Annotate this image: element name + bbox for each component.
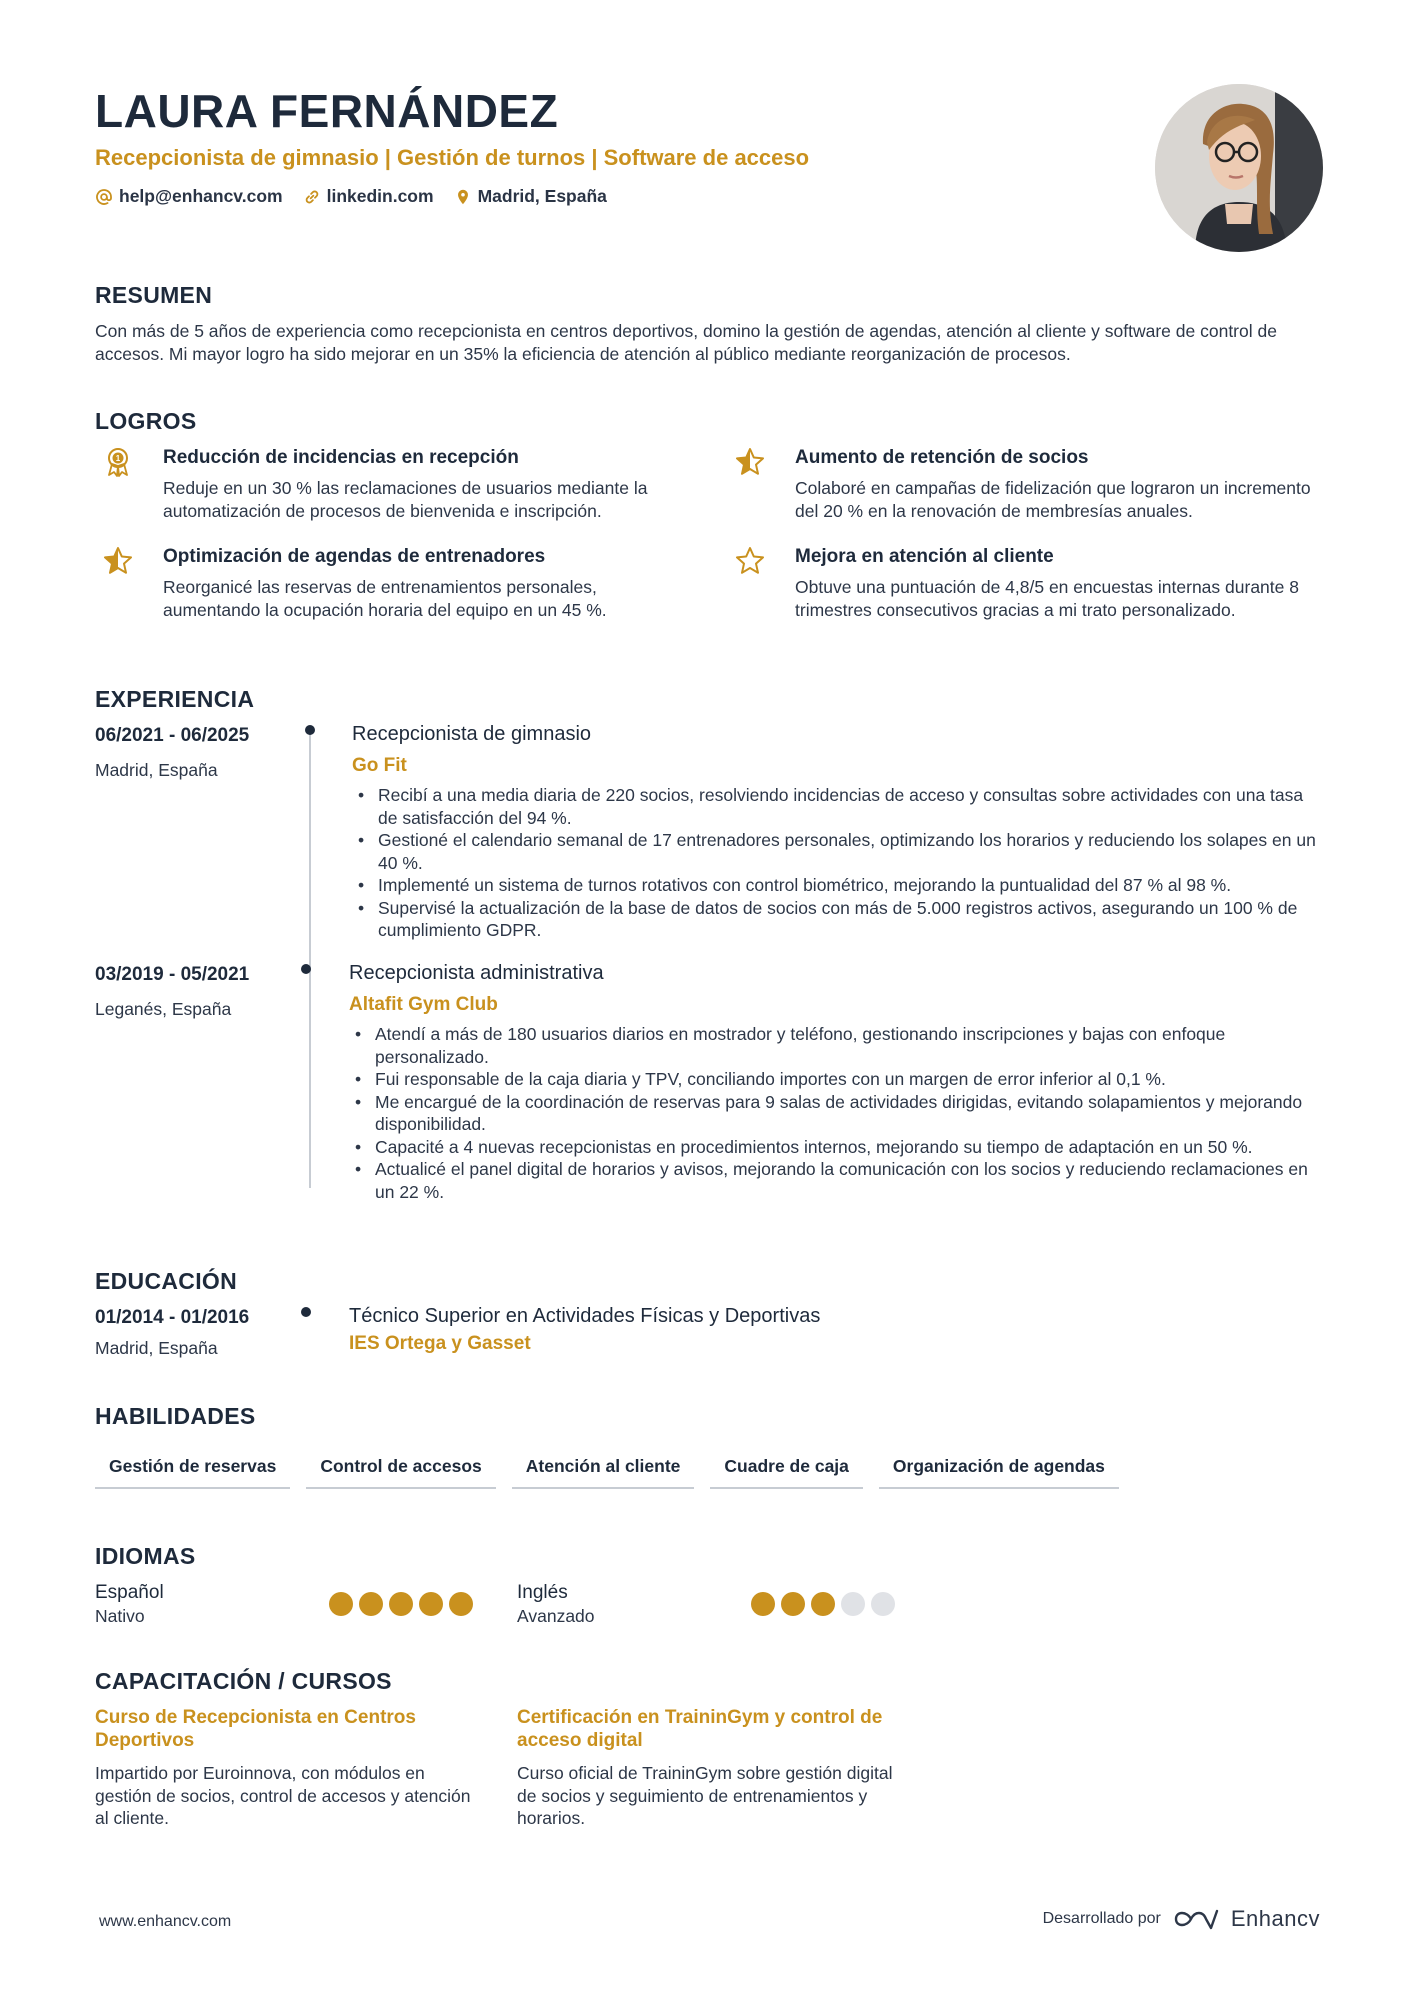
skill-tag: Atención al cliente xyxy=(512,1448,695,1489)
rating-dot-filled xyxy=(329,1592,353,1616)
achievement-description: Obtuve una puntuación de 4,8/5 en encuestas internas durante 8 trimestres consecutivos gracias a mi trato personalizado. xyxy=(795,577,1299,620)
education-heading: EDUCACIÓN xyxy=(95,1268,237,1294)
language-rating xyxy=(329,1592,473,1616)
job-title: Recepcionista de gimnasio xyxy=(352,723,592,745)
contact-location xyxy=(454,186,607,207)
location-pin-icon xyxy=(454,188,472,206)
job-location: Leganés, España xyxy=(95,999,232,1019)
summary-text: Con más de 5 años de experiencia como recepcionista en centros deportivos, domino la gestión de agendas, atención al cliente y software de control de accesos. Mi mayor logro ha sido mejorar en un 35% la eficiencia de atención al público mediante reorganización de procesos. xyxy=(95,321,1277,364)
achievement-title: Aumento de retención de socios xyxy=(795,447,1089,468)
job-company: Altafit Gym Club xyxy=(349,994,498,1015)
rating-dot-filled xyxy=(449,1592,473,1616)
skill-tag: Organización de agendas xyxy=(879,1448,1119,1489)
language-name: Inglés xyxy=(517,1582,568,1603)
achievement-title: Mejora en atención al cliente xyxy=(795,546,1054,567)
achievements-heading: LOGROS xyxy=(95,408,197,434)
skill-tag: Gestión de reservas xyxy=(95,1448,290,1489)
profile-photo xyxy=(1155,84,1323,252)
timeline-line xyxy=(309,730,311,1188)
list-item: • Recibí a una media diaria de 220 socios, resolviendo incidencias de acceso y consultas sobre actividades con una tasa de satisfacción del 94 %. xyxy=(352,784,1327,829)
course-description: Impartido por Euroinnova, con módulos en gestión de socios, control de accesos y atención al cliente. xyxy=(95,1763,471,1828)
list-item: • Fui responsable de la caja diaria y TPV, conciliando importes con un margen de error inferior al 0,1 %. xyxy=(349,1068,1324,1091)
rating-dot-empty xyxy=(871,1592,895,1616)
achievement-description: Reorganicé las reservas de entrenamientos personales, aumentando la ocupación horaria del equipo en un 45 %. xyxy=(163,577,607,620)
achievement-title: Optimización de agendas de entrenadores xyxy=(163,546,546,567)
skill-tag: Cuadre de caja xyxy=(710,1448,863,1489)
language-name: Español xyxy=(95,1582,164,1603)
timeline-dot xyxy=(301,1307,311,1317)
job-dates: 03/2019 - 05/2021 xyxy=(95,964,250,985)
linkedin-text: linkedin.com xyxy=(326,186,434,206)
summary-heading: RESUMEN xyxy=(95,282,213,308)
list-item: • Gestioné el calendario semanal de 17 entrenadores personales, optimizando los horarios y reduciendo los solapes en un 40 %. xyxy=(352,829,1327,874)
education-dates: 01/2014 - 01/2016 xyxy=(95,1307,250,1328)
job-title: Recepcionista administrativa xyxy=(349,962,604,984)
email-text: help@enhancv.com xyxy=(119,186,283,206)
candidate-name: LAURA FERNÁNDEZ xyxy=(95,85,559,137)
list-item: • Supervisé la actualización de la base de datos de socios con más de 5.000 registros activos, asegurando un 100 % de cumplimiento GDPR. xyxy=(352,897,1327,942)
rating-dot-filled xyxy=(359,1592,383,1616)
skills-list xyxy=(95,1448,1119,1489)
achievement-description: Reduje en un 30 % las reclamaciones de usuarios mediante la automatización de procesos de bienvenida e inscripción. xyxy=(163,478,648,521)
experience-heading: EXPERIENCIA xyxy=(95,686,255,712)
rating-dot-filled xyxy=(811,1592,835,1616)
powered-by-text: Desarrollado por xyxy=(1042,1910,1161,1927)
candidate-headline: Recepcionista de gimnasio | Gestión de turnos | Software de acceso xyxy=(95,145,810,170)
footer-url[interactable]: www.enhancv.com xyxy=(99,1913,232,1930)
job-location: Madrid, España xyxy=(95,760,218,780)
language-level: Avanzado xyxy=(517,1606,595,1626)
list-item: • Implementé un sistema de turnos rotativos con control biométrico, mejorando la puntualidad del 87 % al 98 %. xyxy=(352,874,1327,897)
star-half-icon xyxy=(735,447,765,477)
school-name: IES Ortega y Gasset xyxy=(349,1333,531,1354)
contact-email[interactable] xyxy=(95,186,283,207)
job-company: Go Fit xyxy=(352,755,407,776)
list-item: • Capacité a 4 nuevas recepcionistas en procedimientos internos, mejorando su tiempo de adaptación en un 50 %. xyxy=(349,1136,1324,1159)
brand-name: Enhancv xyxy=(1230,1906,1320,1931)
list-item: • Atendí a más de 180 usuarios diarios en mostrador y teléfono, gestionando inscripciones y bajas con enfoque personalizado. xyxy=(349,1023,1324,1068)
location-text: Madrid, España xyxy=(477,186,607,206)
at-icon xyxy=(95,188,113,206)
course-title: Certificación en TraininGym y control de acceso digital xyxy=(517,1707,883,1751)
course-title: Curso de Recepcionista en Centros Deportivos xyxy=(95,1707,416,1751)
course-description: Curso oficial de TraininGym sobre gestión digital de socios y seguimiento de entrenamientos y horarios. xyxy=(517,1763,893,1828)
award-ribbon-icon xyxy=(103,447,133,477)
achievement-title: Reducción de incidencias en recepción xyxy=(163,447,519,468)
star-outline-icon xyxy=(735,546,765,576)
language-level: Nativo xyxy=(95,1606,145,1626)
languages-heading: IDIOMAS xyxy=(95,1543,196,1569)
rating-dot-filled xyxy=(751,1592,775,1616)
skill-tag: Control de accesos xyxy=(306,1448,495,1489)
job-bullets xyxy=(352,784,1327,942)
contact-linkedin[interactable] xyxy=(303,186,434,207)
courses-heading: CAPACITACIÓN / CURSOS xyxy=(95,1668,392,1694)
rating-dot-empty xyxy=(841,1592,865,1616)
timeline-dot xyxy=(301,964,311,974)
degree-title: Técnico Superior en Actividades Físicas y Deportivas xyxy=(349,1305,821,1327)
rating-dot-filled xyxy=(419,1592,443,1616)
link-icon xyxy=(303,188,321,206)
job-dates: 06/2021 - 06/2025 xyxy=(95,725,250,746)
language-rating xyxy=(751,1592,895,1616)
education-location: Madrid, España xyxy=(95,1338,218,1358)
skills-heading: HABILIDADES xyxy=(95,1403,256,1429)
contact-bar xyxy=(95,186,607,207)
timeline-dot xyxy=(305,725,315,735)
svg-text:1: 1 xyxy=(115,454,121,463)
footer-brand xyxy=(1043,1906,1320,1932)
rating-dot-filled xyxy=(781,1592,805,1616)
achievement-description: Colaboré en campañas de fidelización que lograron un incremento del 20 % en la renovación de membresías anuales. xyxy=(795,478,1311,521)
list-item: • Me encargué de la coordinación de reservas para 9 salas de actividades dirigidas, evitando solapamientos y mejorando disponibilidad. xyxy=(349,1091,1324,1136)
list-item: • Actualicé el panel digital de horarios y avisos, mejorando la comunicación con los socios y reduciendo reclamaciones en un 22 %. xyxy=(349,1158,1324,1203)
job-bullets xyxy=(349,1023,1324,1203)
enhancv-logo-icon xyxy=(1173,1906,1219,1932)
star-half-icon xyxy=(103,546,133,576)
rating-dot-filled xyxy=(389,1592,413,1616)
